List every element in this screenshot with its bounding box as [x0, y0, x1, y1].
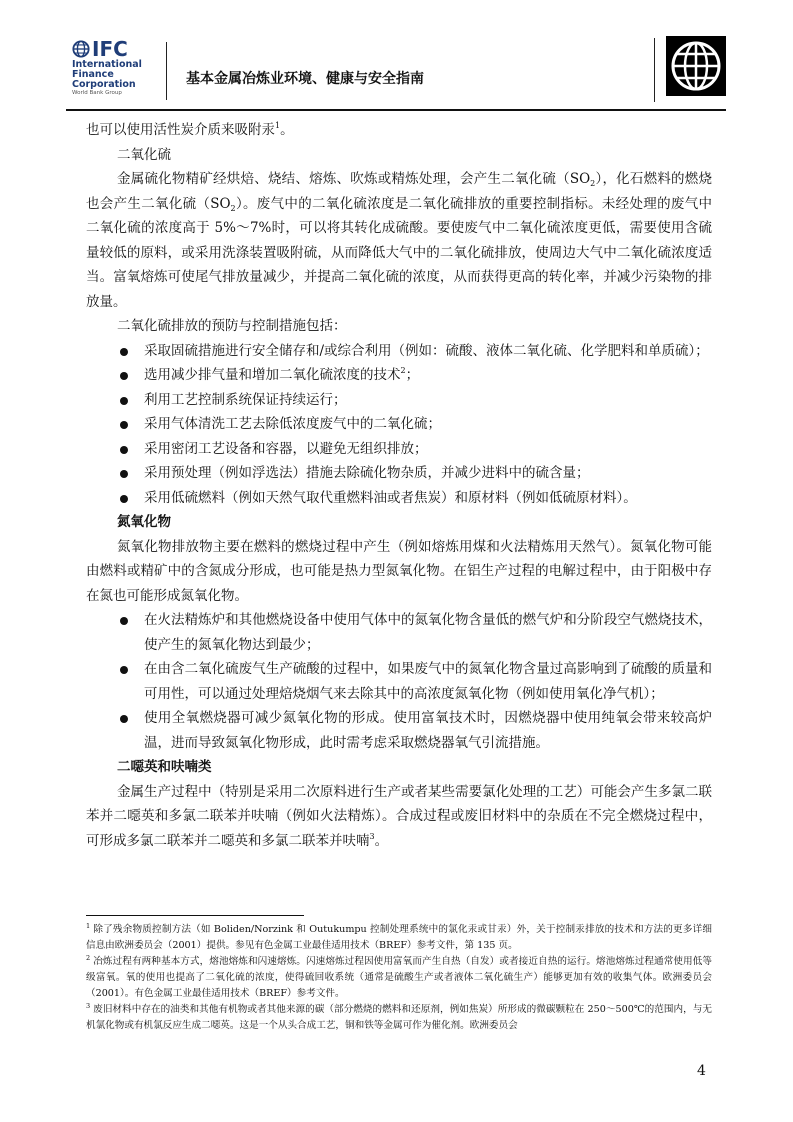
list-item: 使用全氧燃烧器可减少氮氧化物的形成。使用富氧技术时，因燃烧器中使用纯氧会带来较高炉温，进而导致氮氧化物形成，此时需考虑采取燃烧器氧气引流措施。 [86, 706, 712, 755]
page-number: 4 [697, 1063, 706, 1079]
ifc-logo [72, 38, 152, 102]
section-heading-dioxin: 二噁英和呋喃类 [117, 759, 212, 775]
list-item: 利用工艺控制系统保证持续运行； [86, 388, 712, 413]
bullet-list-nox [86, 608, 712, 755]
list-item: 采取固硫措施进行安全储存和/或综合利用（例如：硫酸、液体二氧化硫、化学肥料和单质硫）； [86, 339, 712, 364]
bullet-icon [120, 715, 128, 723]
ifc-name-line: Corporation [72, 79, 136, 90]
paragraph: 二氧化硫排放的预防与控制措施包括： [117, 318, 347, 334]
bullet-icon [120, 446, 128, 454]
header-divider [654, 38, 655, 102]
header-divider [166, 42, 167, 100]
footnotes [86, 922, 712, 1034]
footnote-2: $^2$ 冶炼过程有两种基本方式，熔池熔炼和闪速熔炼。闪速熔炼过程因使用富氧而产生自热（自发）或者接近自热的运行。熔池熔炼过程通常使用低等级富氧。氧的使用也提高了二氧化硫的浓度，使得硫回收系统（通常是硫酸生产或者液体二氧化硫生产）能够更加有效的收集气体。欧洲委员会（2001）。有色金属工业最佳适用技术（BREF）参考文件。 [86, 954, 712, 999]
ifc-name-line: Finance [72, 69, 114, 80]
globe-icon [72, 40, 90, 58]
bullet-icon [120, 470, 128, 478]
ifc-wordmark: IFC [92, 37, 128, 61]
footnote-rule [86, 915, 304, 916]
paragraph: 金属硫化物精矿经烘焙、烧结、熔炼、吹炼或精炼处理，会产生二氧化硫$(SO_2)$，化石燃料的燃烧也会产生二氧化硫$(SO_2)$。废气中的二氧化硫浓度是二氧化硫排放的重要控制指标。未经处理的废气中二氧化硫的浓度高于 5%～7%时，可以将其转化成硫酸。要使废气中二氧化硫浓度更低，需要使用含硫量较低的原料，或采用洗涤装置吸附硫，从而降低大气中的二氧化硫排放，使周边大气中二氧化硫浓度适当。富氧熔炼可使尾气排放量减少，并提高二氧化硫的浓度，从而获得更高的转化率，并减少污染物的排放量。 [86, 171, 712, 310]
bullet-icon [120, 421, 128, 429]
section-heading-nox: 氮氧化物 [117, 514, 171, 530]
list-item: 在火法精炼炉和其他燃烧设备中使用气体中的氮氧化物含量低的燃气炉和分阶段空气燃烧技术，使产生的氮氧化物达到最少； [86, 608, 712, 657]
bullet-icon [120, 666, 128, 674]
footnote-ref[interactable]: 3 [369, 831, 375, 841]
paragraph: 氮氧化物排放物主要在燃料的燃烧过程中产生（例如熔炼用煤和火法精炼用天然气）。氮氧化物可能由燃料或精矿中的含氮成分形成，也可能是热力型氮氧化物。在铝生产过程的电解过程中，由于阳极中存在氮也可能形成氮氧化物。 [86, 538, 712, 604]
list-item: 在由含二氧化硫废气生产硫酸的过程中，如果废气中的氮氧化物含量过高影响到了硫酸的质量和可用性，可以通过处理焙烧烟气来去除其中的高浓度氮氧化物（例如使用氧化净气机）； [86, 657, 712, 706]
bullet-icon [120, 495, 128, 503]
paragraph: 也可以使用活性炭介质来吸附汞$^1$。 [86, 121, 294, 138]
bullet-list-so2 [86, 339, 712, 511]
list-item: 选用减少排气量和增加二氧化硫浓度的技术$^2$； [86, 363, 712, 388]
header-rule [66, 109, 726, 111]
paragraph: 金属生产过程中（特别是采用二次原料进行生产或者某些需要氯化处理的工艺）可能会产生多氯二联苯并二噁英和多氯二联苯并呋喃（例如火法精炼）。合成过程或废旧材料中的杂质在不完全燃烧过程中，可形成多氯二联苯并二噁英和多氯二联苯并呋喃$^3$。 [86, 783, 712, 849]
world-bank-logo [666, 36, 726, 96]
footnote-ref[interactable]: 1 [275, 121, 281, 130]
list-item: 采用预处理（例如浮选法）措施去除硫化物杂质，并减少进料中的硫含量； [86, 461, 712, 486]
bullet-icon [120, 348, 128, 356]
bullet-icon [120, 617, 128, 625]
list-item: 采用密闭工艺设备和容器，以避免无组织排放； [86, 437, 712, 462]
list-item: 采用低硫燃料（例如天然气取代重燃料油或者焦炭）和原材料（例如低硫原材料）。 [86, 486, 712, 511]
footnote-ref[interactable]: 2 [400, 366, 406, 375]
footnote-3: $^3$ 废旧材料中存在的油类和其他有机物或者其他来源的碳（部分燃烧的燃料和还原剂，例如焦炭）所形成的微碳颗粒在 250～500℃的范围内，与无机氯化物或有机氯反应生成二噁英。这是一个从头合成工艺，铜和铁等金属可作为催化剂。欧洲委员会 [86, 1002, 712, 1031]
bullet-icon [120, 397, 128, 405]
section-heading-so2: 二氧化硫 [117, 146, 171, 163]
ifc-name-line: International [72, 59, 142, 70]
footnote-1: $^1$ 除了残余物质控制方法（如 Boliden/Norzink 和 Outukumpu 控制处理系统中的氯化汞或甘汞）外，关于控制汞排放的技术和方法的更多详细信息由欧洲委员会（2001）提供。参见有色金属工业最佳适用技术（BREF）参考文件，第 135 页。 [86, 922, 712, 951]
page-body [86, 118, 712, 853]
world-bank-globe-icon [669, 39, 723, 93]
list-item: 采用气体清洗工艺去除低浓度废气中的二氧化硫； [86, 412, 712, 437]
ifc-subtitle: World Bank Group [72, 90, 122, 96]
bullet-icon [120, 372, 128, 380]
document-title: 基本金属冶炼业环境、健康与安全指南 [186, 71, 424, 87]
page-header [66, 34, 726, 114]
